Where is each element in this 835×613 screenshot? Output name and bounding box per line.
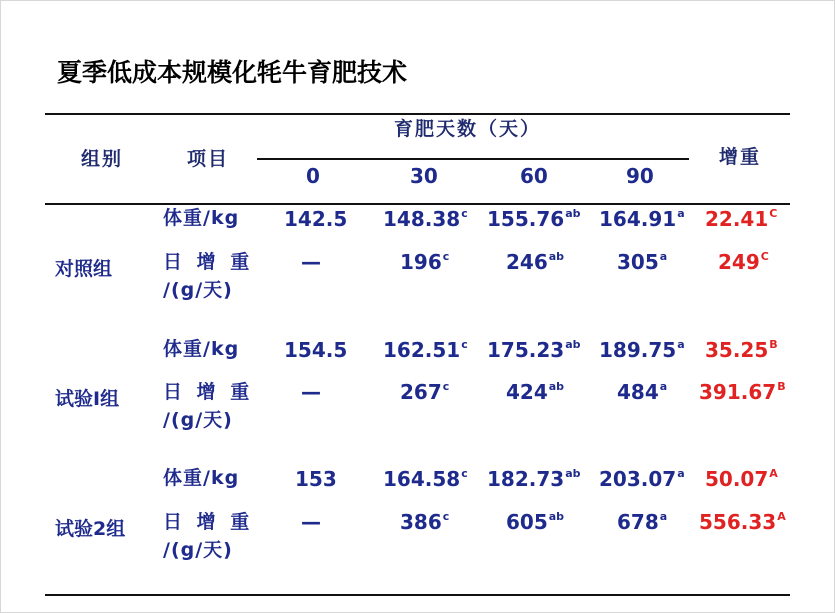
significance-superscript: a bbox=[677, 207, 685, 220]
cell-gain bbox=[705, 340, 778, 360]
row-item-line2: /(g/天) bbox=[163, 279, 233, 301]
significance-superscript: c bbox=[461, 338, 468, 351]
cell-d90 bbox=[617, 252, 667, 272]
cell-value: 246 bbox=[506, 250, 548, 274]
row-item-line1: 日 增 重 bbox=[163, 511, 254, 533]
group-name: 对照组 bbox=[55, 258, 113, 280]
cell-d0: 142.5 bbox=[284, 207, 348, 231]
cell-d30 bbox=[400, 252, 449, 272]
cell-value: 305 bbox=[617, 250, 659, 274]
header-day-30: 30 bbox=[410, 164, 438, 188]
significance-superscript: c bbox=[442, 380, 450, 393]
significance-superscript: a bbox=[677, 338, 685, 351]
header-day-60: 60 bbox=[520, 164, 548, 188]
cell-value: 164.58 bbox=[383, 467, 461, 491]
cell-value: 164.91 bbox=[599, 207, 677, 231]
significance-superscript: B bbox=[769, 338, 778, 351]
cell-value: 249 bbox=[718, 250, 760, 274]
header-day-90: 90 bbox=[626, 164, 654, 188]
significance-superscript: c bbox=[442, 510, 450, 523]
cell-d90 bbox=[599, 340, 685, 360]
cell-value: 484 bbox=[617, 380, 659, 404]
header-gain: 增重 bbox=[719, 146, 762, 168]
cell-value: 196 bbox=[400, 250, 442, 274]
row-item-line2: /(g/天) bbox=[163, 539, 233, 561]
row-item-line2: /(g/天) bbox=[163, 409, 233, 431]
significance-superscript: ab bbox=[565, 338, 581, 351]
cell-value: 424 bbox=[506, 380, 548, 404]
cell-value: 155.76 bbox=[487, 207, 565, 231]
cell-value: 605 bbox=[506, 510, 548, 534]
cell-d90 bbox=[617, 382, 667, 402]
cell-gain bbox=[705, 469, 778, 489]
cell-d0: 154.5 bbox=[284, 338, 348, 362]
significance-superscript: c bbox=[461, 207, 468, 220]
cell-value: 556.33 bbox=[699, 510, 777, 534]
cell-d0: 153 bbox=[295, 467, 337, 491]
header-group: 组别 bbox=[81, 148, 124, 170]
cell-gain bbox=[705, 209, 777, 229]
header-day-0: 0 bbox=[306, 164, 320, 188]
cell-d30 bbox=[383, 209, 468, 229]
table-bottom-rule bbox=[45, 594, 790, 596]
header-days: 育肥天数（天） bbox=[394, 118, 542, 140]
significance-superscript: ab bbox=[565, 467, 581, 480]
row-item-line1: 日 增 重 bbox=[163, 381, 254, 403]
significance-superscript: A bbox=[777, 510, 786, 523]
table-top-rule bbox=[45, 113, 790, 115]
row-item: 体重/kg bbox=[163, 207, 240, 229]
significance-superscript: c bbox=[442, 250, 450, 263]
header-sub-rule bbox=[257, 158, 689, 160]
cell-d90 bbox=[617, 512, 667, 532]
cell-d90 bbox=[599, 469, 685, 489]
cell-d30 bbox=[383, 340, 468, 360]
cell-value: 35.25 bbox=[705, 338, 769, 362]
significance-superscript: ab bbox=[565, 207, 581, 220]
significance-superscript: a bbox=[659, 380, 668, 393]
significance-superscript: A bbox=[769, 467, 778, 480]
header-item: 项目 bbox=[187, 148, 230, 170]
cell-value: 50.07 bbox=[705, 467, 769, 491]
cell-gain bbox=[699, 382, 786, 402]
cell-gain bbox=[699, 512, 786, 532]
cell-d0: — bbox=[301, 380, 321, 404]
significance-superscript: a bbox=[659, 510, 668, 523]
cell-d60 bbox=[506, 382, 564, 402]
group-name: 试验Ⅰ组 bbox=[55, 388, 120, 410]
cell-value: 175.23 bbox=[487, 338, 565, 362]
cell-d90 bbox=[599, 209, 685, 229]
significance-superscript: c bbox=[461, 467, 468, 480]
cell-value: 148.38 bbox=[383, 207, 461, 231]
significance-superscript: ab bbox=[548, 510, 565, 523]
slide-title: 夏季低成本规模化牦牛育肥技术 bbox=[57, 58, 408, 87]
significance-superscript: ab bbox=[548, 250, 565, 263]
cell-d30 bbox=[400, 512, 449, 532]
cell-value: 386 bbox=[400, 510, 442, 534]
significance-superscript: a bbox=[659, 250, 668, 263]
significance-superscript: B bbox=[777, 380, 786, 393]
cell-d60 bbox=[506, 512, 564, 532]
cell-gain bbox=[718, 252, 769, 272]
cell-value: 391.67 bbox=[699, 380, 777, 404]
cell-value: 162.51 bbox=[383, 338, 461, 362]
header-bottom-rule bbox=[45, 203, 790, 205]
significance-superscript: a bbox=[677, 467, 685, 480]
cell-value: 189.75 bbox=[599, 338, 677, 362]
cell-d60 bbox=[487, 469, 580, 489]
significance-superscript: ab bbox=[548, 380, 565, 393]
cell-d0: — bbox=[301, 250, 321, 274]
cell-d30 bbox=[400, 382, 449, 402]
cell-value: 267 bbox=[400, 380, 442, 404]
group-name: 试验2组 bbox=[55, 518, 126, 540]
significance-superscript: C bbox=[769, 207, 778, 220]
cell-d60 bbox=[487, 340, 580, 360]
row-item: 体重/kg bbox=[163, 338, 240, 360]
cell-value: 22.41 bbox=[705, 207, 769, 231]
cell-d60 bbox=[506, 252, 564, 272]
cell-value: 203.07 bbox=[599, 467, 677, 491]
cell-d0: — bbox=[301, 510, 321, 534]
cell-d60 bbox=[487, 209, 580, 229]
significance-superscript: C bbox=[760, 250, 769, 263]
cell-value: 678 bbox=[617, 510, 659, 534]
cell-value: 182.73 bbox=[487, 467, 565, 491]
row-item-line1: 日 增 重 bbox=[163, 251, 254, 273]
cell-d30 bbox=[383, 469, 468, 489]
row-item: 体重/kg bbox=[163, 467, 240, 489]
